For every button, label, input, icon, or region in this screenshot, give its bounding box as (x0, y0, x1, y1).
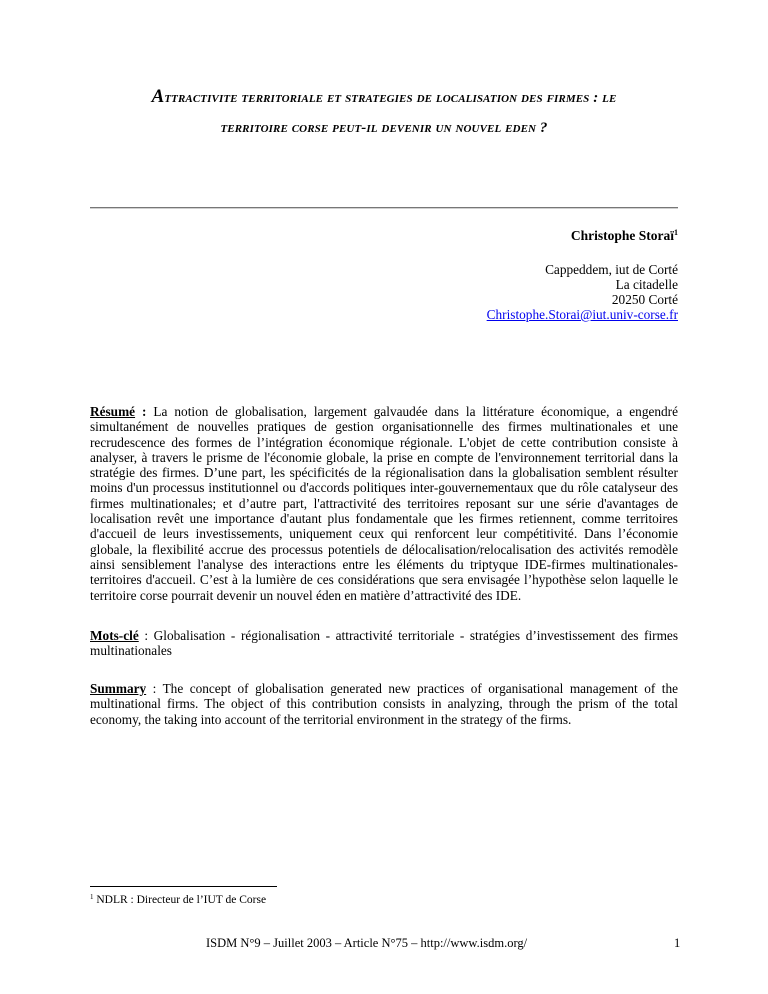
title-line-1-end: le (602, 90, 617, 106)
author-name (571, 228, 678, 243)
abstract-paragraph (90, 404, 678, 603)
title-initial-cap: A (151, 86, 165, 107)
summary-paragraph (90, 681, 678, 727)
title-line-2-punct: ? (536, 120, 548, 136)
author-name-text: Christophe Storaï (570, 228, 674, 243)
paper-title-line-1 (90, 86, 678, 108)
paper-title-line-2 (90, 120, 678, 137)
abstract-label: Résumé (90, 404, 136, 419)
abstract-text: La notion de globalisation, largement galvaudée dans la littérature économique, a engendré simultanément de nouvelles pratiques de gestion organisationnelle des firmes multinationales et une recrudescence des formes de l’intégration économique régionale. L'objet de cette contribution consiste à analyser, à travers le prisme de l'économie globale, la prise en compte de l'environnement territorial dans la stratégie des firmes. D’une part, les spécificités de la régionalisation dans la globalisation semblent résulter moins d'un processus institutionnel ou d'accords politiques inter-gouvernementaux que du rôle catalyseur des firmes multinationales; et d’autre part, l'attractivité des territoires reposant sur une série d'avantages de localisation revêt une importance d'autant plus fondamentale que les firmes retiennent, comme territoires d'accueil de leurs investissements, uniquement ceux qui renforcent leur compétitivité. Dans l’économie globale, la flexibilité accrue des processus potentiels de délocalisation/relocalisation des activités remodèle ainsi sensiblement l'analyse des interactions entre les éléments du triptyque IDE-firmes multinationales-territoires d'accueil. C’est à la lumière de ces considérations que sera envisagée l’hypothèse selon laquelle le territoire corse pourrait devenir un nouvel éden en matière d’attractivité des IDE. (90, 404, 678, 603)
author-affiliation (487, 262, 678, 322)
affiliation-line: 20250 Corté (611, 292, 678, 307)
title-line-1-text: ttractivite territoriale et strategies de localisation des firmes (164, 90, 590, 106)
summary-text: The concept of globalisation generated new practices of organisational management of the multinational firms. The object of this contribution consists in analyzing, through the prism of the total economy, the taking into account of the territorial environment in the strategy of the firms. (90, 681, 679, 727)
abstract-separator: : (135, 404, 154, 419)
footer-citation: ISDM N°9 – Juillet 2003 – Article N°75 – http://www.isdm.org/ (206, 936, 528, 950)
title-divider (90, 207, 678, 209)
affiliation-line: La citadelle (615, 277, 678, 292)
footnote-text: NDLR : Directeur de l’IUT de Corse (93, 894, 267, 906)
author-footnote-ref[interactable]: 1 (674, 228, 678, 237)
title-line-1-punct: : (589, 90, 603, 106)
page-number: 1 (674, 936, 681, 950)
footnote-number: 1 (90, 893, 94, 901)
author-email-link[interactable]: Christophe.Storai@iut.univ-corse.fr (486, 307, 678, 322)
keywords-text: Globalisation - régionalisation - attractivité territoriale - stratégies d’investissement des firmes multinationales (90, 628, 679, 659)
title-line-2-text: territoire corse peut-il devenir un nouvel eden (220, 120, 537, 136)
keywords-label: Mots-clé (90, 628, 139, 643)
summary-separator: : (146, 681, 163, 696)
summary-label: Summary (90, 681, 147, 696)
affiliation-line: Cappeddem, iut de Corté (545, 262, 678, 277)
keywords-separator: : (138, 628, 154, 643)
keywords-paragraph (90, 628, 678, 659)
footnote-divider (90, 886, 277, 887)
footnote (90, 894, 266, 906)
